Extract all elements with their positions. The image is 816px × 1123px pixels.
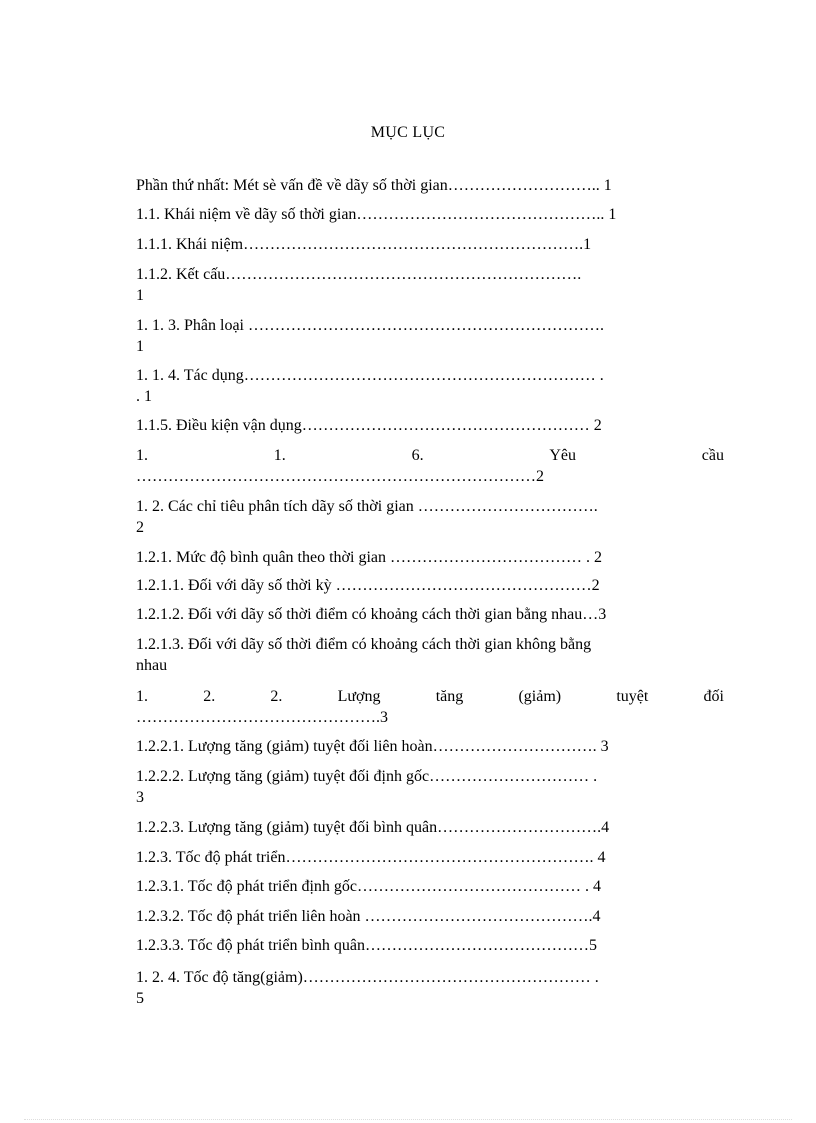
toc-entry: 1.2.2.1. Lượng tăng (giảm) tuyệt đối liên hoàn…………………………. 3	[136, 738, 609, 755]
toc-entry: 1.2.1. Mức độ bình quân theo thời gian ……………………………… . 2	[136, 549, 602, 566]
toc-word: 6.	[411, 447, 424, 464]
toc-entry: 1.1.5. Điều kiện vận dụng……………………………………………… 2	[136, 417, 602, 434]
toc-entry: 1. 2. 4. Tốc độ tăng(giảm)……………………………………………… .	[136, 969, 599, 986]
toc-entry-page: . 1	[136, 388, 152, 405]
toc-entry: 1.2.3.2. Tốc độ phát triển liên hoàn …………………………………….4	[136, 908, 601, 925]
toc-entry: 1.2.2.2. Lượng tăng (giảm) tuyệt đối định gốc………………………… .	[136, 768, 598, 785]
toc-entry: 1. 2. Các chỉ tiêu phân tích dãy số thời gian …………………………….	[136, 498, 598, 515]
toc-entry-justified	[136, 687, 724, 707]
toc-entry-page: 1	[136, 287, 144, 304]
toc-word: 1.	[136, 447, 148, 464]
toc-word: cầu	[701, 447, 724, 464]
toc-entry: 1.1. Khái niệm về dãy số thời gian……………………………………….. 1	[136, 206, 617, 223]
toc-entry-page: 5	[136, 990, 144, 1007]
toc-entry: 1. 1. 4. Tác dụng………………………………………………………… .	[136, 367, 604, 384]
toc-word: 1.	[136, 688, 148, 705]
toc-entry: 1.2.3. Tốc độ phát triển…………………………………………………. 4	[136, 849, 606, 866]
toc-entry: 1.2.3.3. Tốc độ phát triển bình quân……………………………………5	[136, 937, 597, 954]
toc-entry: 1.1.1. Khái niệm……………………………………………………….1	[136, 236, 592, 253]
toc-word: 2.	[270, 688, 283, 705]
toc-entry-page: 2	[136, 519, 144, 536]
toc-word: (giảm)	[518, 688, 562, 705]
toc-entry: Phần thứ nhất: Mét sè vấn đề về dãy số thời gian……………………….. 1	[136, 177, 612, 194]
toc-entry: 1.1.2. Kết cấu………………………………………………………….	[136, 266, 582, 283]
toc-entry: 1.2.2.3. Lượng tăng (giảm) tuyệt đối bình quân………………………….4	[136, 819, 610, 836]
toc-word: Yêu	[549, 447, 576, 464]
toc-entry-page: 3	[136, 789, 144, 806]
page-title: MỤC LỤC	[370, 124, 446, 141]
page-bottom-rule	[24, 1119, 792, 1120]
toc-entry-leader: ……………………………………….3	[136, 709, 388, 726]
toc-word: 2.	[203, 688, 216, 705]
toc-word: Lượng	[337, 688, 381, 705]
toc-entry-leader: …………………………………………………………………2	[136, 468, 544, 485]
toc-entry-justified	[136, 446, 724, 466]
toc-entry: 1. 1. 3. Phân loại ………………………………………………………….	[136, 317, 604, 334]
toc-entry-page: 1	[136, 338, 144, 355]
toc-word: tăng	[435, 688, 464, 705]
toc-word: tuyệt	[616, 688, 649, 705]
toc-entry: 1.2.1.1. Đối với dãy số thời kỳ …………………………………………2	[136, 577, 600, 594]
toc-entry-continuation: nhau	[136, 657, 168, 674]
toc-entry: 1.2.1.2. Đối với dãy số thời điểm có khoảng cách thời gian bằng nhau…3	[136, 606, 607, 623]
toc-word: đối	[703, 688, 724, 705]
toc-entry: 1.2.3.1. Tốc độ phát triển định gốc…………………………………… . 4	[136, 878, 601, 895]
toc-word: 1.	[273, 447, 286, 464]
toc-entry: 1.2.1.3. Đối với dãy số thời điểm có khoảng cách thời gian không bằng	[136, 636, 592, 653]
